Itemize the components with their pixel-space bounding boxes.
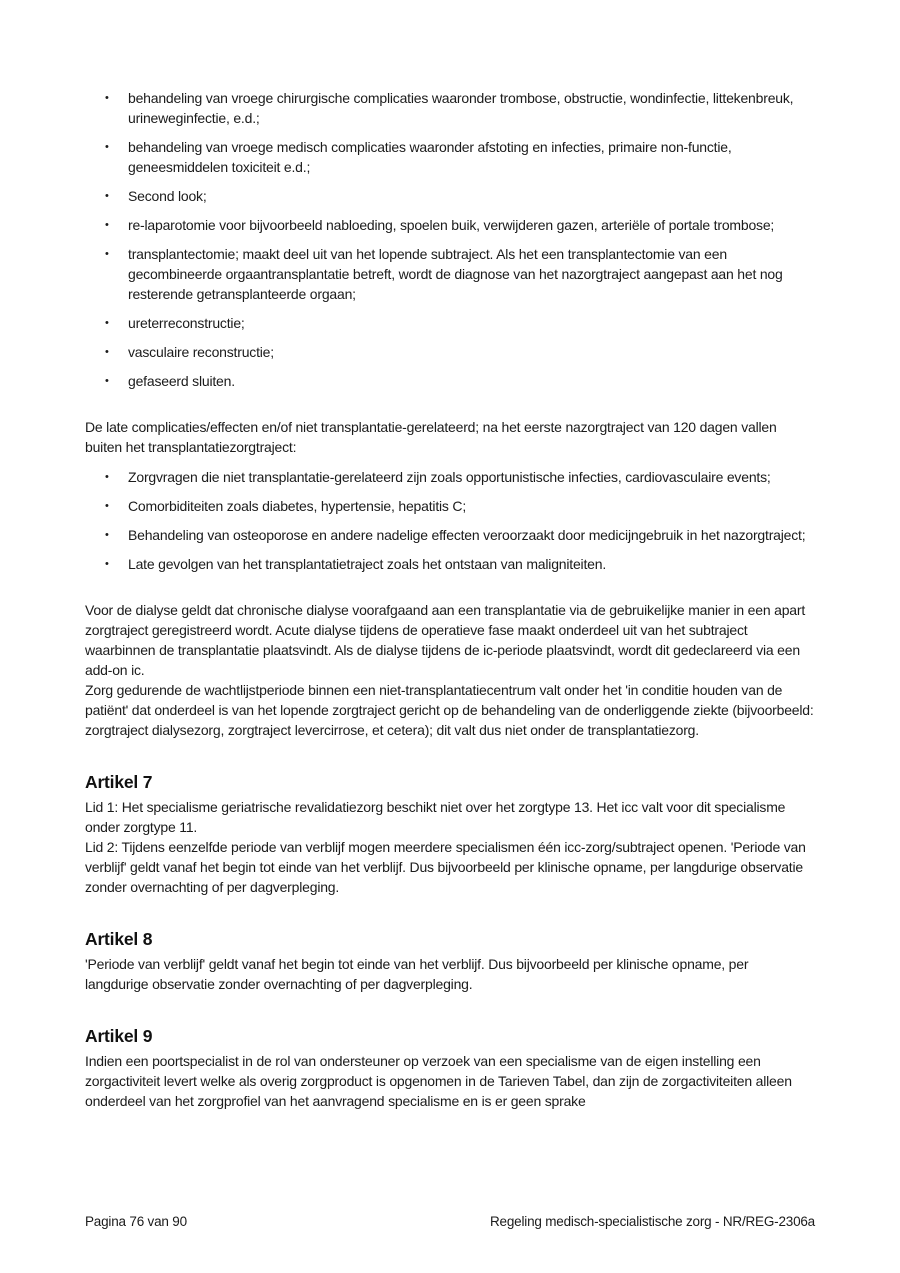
footer-page-indicator: Pagina 76 van 90 — [85, 1214, 187, 1229]
list-item — [85, 496, 815, 516]
article-7-lid-2: Lid 2: Tijdens eenzelfde periode van verblijf mogen meerdere specialismen één icc-zorg/subtraject openen. 'Periode van verblijf' geldt vanaf het begin tot einde van het verblijf. Dus bijvoorbeeld per klinische opname, per langdurige observatie zonder overnachting of per dagverpleging. — [85, 839, 806, 895]
article-7-lid-1: Lid 1: Het specialisme geriatrische revalidatiezorg beschikt niet over het zorgtype 13. Het icc valt voor dit specialisme onder zorgtype 11. — [85, 799, 786, 835]
list-item-text: vasculaire reconstructie; — [128, 344, 274, 360]
list-item — [85, 554, 815, 574]
article-9-text: Indien een poortspecialist in de rol van ondersteuner op verzoek van een specialisme van de eigen instelling een zorgactiviteit levert welke als overig zorgproduct is opgenomen in de Tarieven Tabel, dan zijn de zorgactiviteiten alleen onderdeel van het zorgprofiel van het aanvragend specialisme en is er geen sprake — [85, 1053, 792, 1109]
article-9-heading: Artikel 9 — [85, 1026, 153, 1046]
list-item-text: Late gevolgen van het transplantatietraject zoals het ontstaan van maligniteiten. — [128, 556, 607, 572]
list-item — [85, 215, 815, 235]
article-7-heading: Artikel 7 — [85, 772, 153, 792]
bullet-icon: • — [105, 219, 109, 231]
bullet-icon: • — [105, 92, 109, 104]
list-item-text: transplantectomie; maakt deel uit van het lopende subtraject. Als het een transplantectomie van een gecombineerde orgaantransplantatie betreft, wordt de diagnose van het nazorgtraject aangepast aan het nog resterende getransplanteerde orgaan; — [128, 246, 783, 302]
list-item — [85, 467, 815, 487]
bullet-icon: • — [105, 248, 109, 260]
list-item-text: re-laparotomie voor bijvoorbeeld nabloeding, spoelen buik, verwijderen gazen, arteriële of portale trombose; — [128, 217, 775, 233]
bullet-icon: • — [105, 471, 109, 483]
bullet-icon: • — [105, 317, 109, 329]
list-item — [85, 88, 815, 128]
bullet-icon: • — [105, 141, 109, 153]
bullet-list-early-complications — [85, 88, 815, 391]
list-item — [85, 313, 815, 333]
bullet-icon: • — [105, 558, 109, 570]
article-7-section — [85, 770, 815, 897]
page-footer — [85, 1213, 815, 1230]
bullet-icon: • — [105, 346, 109, 358]
list-item — [85, 371, 815, 391]
bullet-icon: • — [105, 529, 109, 541]
list-item-text: Second look; — [128, 188, 207, 204]
paragraph-wachtlijstperiode: Zorg gedurende de wachtlijstperiode binnen een niet-transplantatiecentrum valt onder het 'in conditie houden van de patiënt' dat onderdeel is van het lopende zorgtraject gericht op de behandeling van de onderliggende ziekte (bijvoorbeeld: zorgtraject dialysezorg, zorgtraject levercirrose, et cetera); dit valt dus niet onder de transplantatiezorg. — [85, 682, 814, 738]
article-8-section — [85, 927, 815, 994]
list-item-text: gefaseerd sluiten. — [128, 373, 235, 389]
bullet-icon: • — [105, 190, 109, 202]
list-item — [85, 342, 815, 362]
article-8-text: 'Periode van verblijf' geldt vanaf het begin tot einde van het verblijf. Dus bijvoorbeeld per klinische opname, per langdurige observatie zonder overnachting of per dagverpleging. — [85, 956, 749, 992]
paragraph-dialyse: Voor de dialyse geldt dat chronische dialyse voorafgaand aan een transplantatie via de gebruikelijke manier in een apart zorgtraject geregistreerd wordt. Acute dialyse tijdens de operatieve fase maakt onderdeel uit van het subtraject waarbinnen de transplantatie plaatsvindt. Als de dialyse tijdens de ic-periode plaatsvindt, wordt dit gedeclareerd via een add-on ic. — [85, 602, 806, 678]
list-item-text: behandeling van vroege chirurgische complicaties waaronder trombose, obstructie, wondinfectie, littekenbreuk, urineweginfectie, e.d.; — [128, 90, 794, 126]
paragraph-late-complications: De late complicaties/effecten en/of niet transplantatie-gerelateerd; na het eerste nazorgtraject van 120 dagen vallen buiten het transplantatiezorgtraject: — [85, 419, 777, 455]
list-item-text: Behandeling van osteoporose en andere nadelige effecten veroorzaakt door medicijngebruik in het nazorgtraject; — [128, 527, 806, 543]
list-item-text: Zorgvragen die niet transplantatie-gerelateerd zijn zoals opportunistische infecties, cardiovasculaire events; — [128, 469, 771, 485]
article-9-section — [85, 1024, 815, 1111]
bullet-icon: • — [105, 500, 109, 512]
list-item — [85, 525, 815, 545]
article-8-heading: Artikel 8 — [85, 929, 153, 949]
bullet-list-late-complications — [85, 467, 815, 574]
page-content — [85, 88, 815, 1111]
footer-document-reference: Regeling medisch-specialistische zorg - NR/REG-2306a — [490, 1214, 815, 1229]
list-item-text: Comorbiditeiten zoals diabetes, hypertensie, hepatitis C; — [128, 498, 467, 514]
list-item — [85, 186, 815, 206]
list-item — [85, 244, 815, 304]
list-item-text: ureterreconstructie; — [128, 315, 245, 331]
list-item-text: behandeling van vroege medisch complicaties waaronder afstoting en infecties, primaire non-functie, geneesmiddelen toxiciteit e.d.; — [128, 139, 732, 175]
list-item — [85, 137, 815, 177]
bullet-icon: • — [105, 375, 109, 387]
